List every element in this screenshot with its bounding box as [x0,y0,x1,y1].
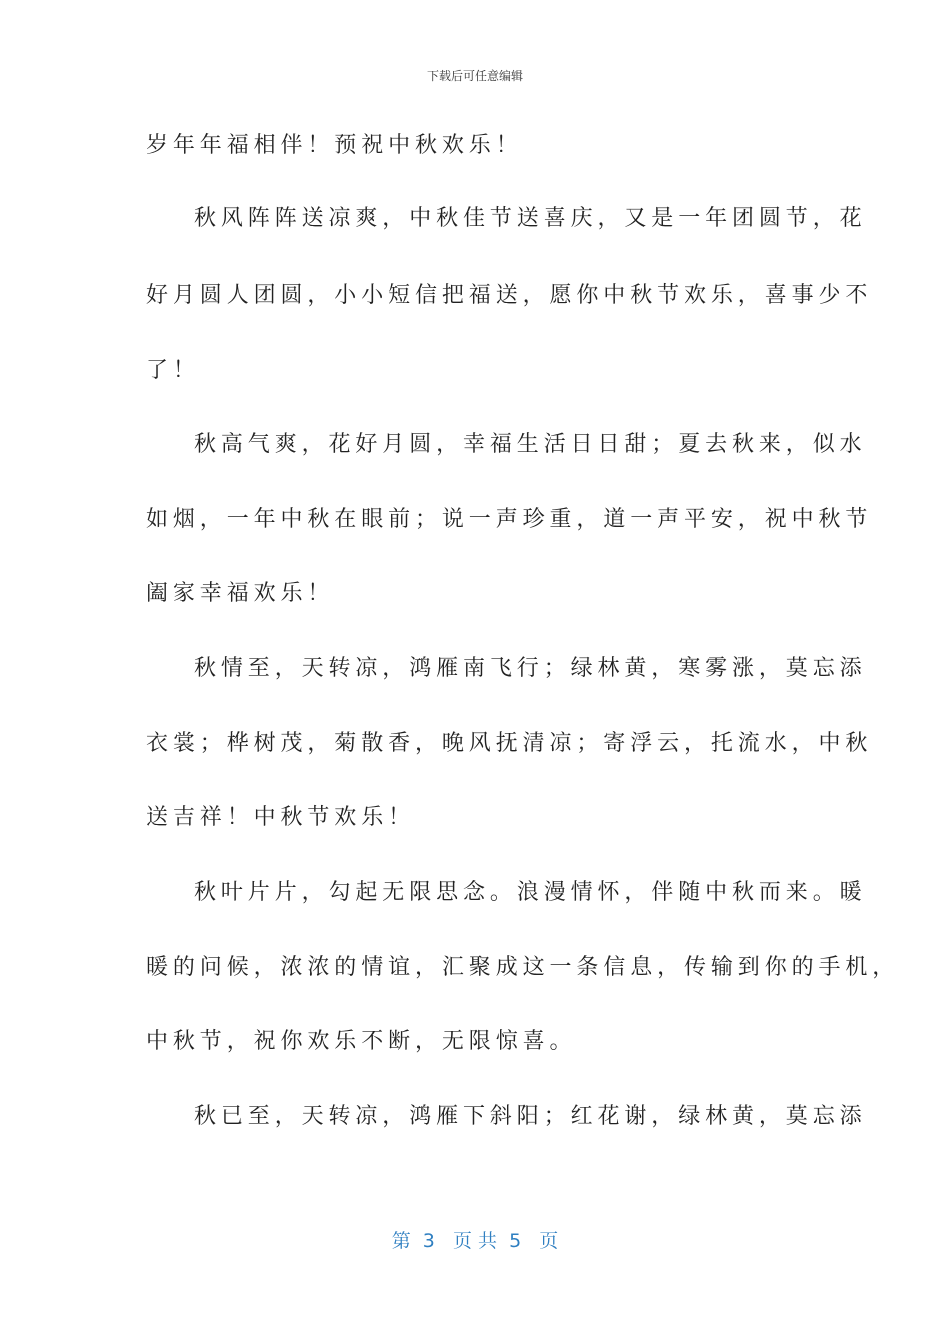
body-line: 阖家幸福欢乐！ [146,581,335,606]
header-note: 下载后可任意编辑 [426,69,523,83]
body-line: 暖的问候，浓浓的情谊，汇聚成这一条信息，传输到你的手机， [146,955,900,980]
body-line: 了！ [146,358,200,383]
body-line: 送吉祥！中秋节欢乐！ [146,805,416,830]
body-line: 岁年年福相伴！预祝中秋欢乐！ [146,133,523,158]
body-line: 好月圆人团圆，小小短信把福送，愿你中秋节欢乐，喜事少不 [146,283,873,308]
body-line: 中秋节，祝你欢乐不断，无限惊喜。 [146,1029,577,1054]
page-footer: 第 3 页 共 5 页 [391,1230,559,1252]
body-line: 秋情至，天转凉，鸿雁南飞行；绿林黄，寒雾涨，莫忘添 [194,656,867,681]
body-line: 衣裳；桦树茂，菊散香，晚风抚清凉；寄浮云，托流水，中秋 [146,731,873,756]
body-line: 秋叶片片，勾起无限思念。浪漫情怀，伴随中秋而来。暖 [194,880,867,905]
body-line: 秋高气爽，花好月圆，幸福生活日日甜；夏去秋来，似水 [194,432,867,457]
body-line: 如烟，一年中秋在眼前；说一声珍重，道一声平安，祝中秋节 [146,507,873,532]
body-line: 秋已至，天转凉，鸿雁下斜阳；红花谢，绿林黄，莫忘添 [194,1104,867,1129]
body-line: 秋风阵阵送凉爽，中秋佳节送喜庆，又是一年团圆节，花 [194,206,867,231]
